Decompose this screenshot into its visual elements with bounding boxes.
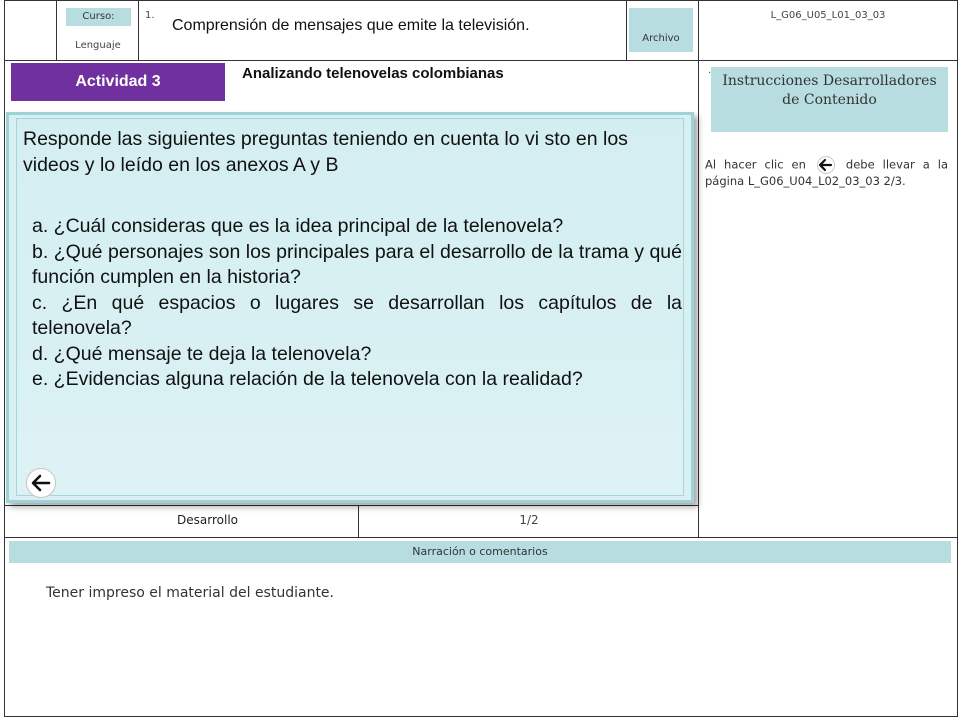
narration-top-line	[4, 537, 958, 538]
instructions-title: Instrucciones Desarrolladores de Contenido	[711, 67, 948, 132]
questions-list	[32, 214, 682, 393]
question-b: b. ¿Qué personajes son los principales para el desarrollo de la trama y qué función cumplen en la historia?	[32, 240, 682, 288]
curso-label: Curso:	[66, 8, 131, 26]
instructions-text-before: Al hacer clic en	[705, 157, 806, 172]
back-arrow-icon	[29, 473, 53, 493]
popup-heading: Responde las siguientes preguntas teniendo en cuenta lo vi sto en los videos y lo leído en los anexos A y B	[23, 128, 628, 176]
questions-popup	[6, 112, 694, 503]
narration-text: Tener impreso el material del estudiante.	[46, 585, 334, 601]
header-bottom-line	[4, 60, 958, 61]
instructions-text	[705, 156, 948, 189]
question-d: d. ¿Qué mensaje te deja la telenovela?	[32, 342, 372, 365]
curso-value: Lenguaje	[75, 40, 121, 51]
header-divider-1	[138, 0, 139, 60]
footer-page-number: 1/2	[519, 513, 539, 527]
header-divider-3	[698, 0, 699, 537]
header-left-divider	[56, 0, 57, 60]
activity-badge: Actividad 3	[11, 63, 225, 101]
activity-subtitle: Analizando telenovelas colombianas	[242, 65, 504, 82]
archivo-label: Archivo	[629, 8, 693, 52]
question-a: a. ¿Cuál consideras que es la idea principal de la telenovela?	[32, 215, 564, 237]
page-title: Comprensión de mensajes que emite la televisión.	[172, 17, 530, 34]
footer-top-line	[4, 505, 699, 506]
back-arrow-button[interactable]	[26, 468, 56, 498]
instructions-dot: ·	[708, 68, 712, 79]
footer-section-label: Desarrollo	[177, 513, 238, 527]
header-divider-2	[626, 0, 627, 60]
page-code: L_G06_U05_L01_03_03	[770, 10, 886, 21]
back-arrow-icon	[814, 156, 838, 174]
lesson-number: 1.	[145, 10, 155, 21]
instructions-text-after: debe llevar a la página L_G06_U04_L02_03_03 2/3.	[705, 157, 948, 188]
question-c: c. ¿En qué espacios o lugares se desarrollan los capítulos de la telenovela?	[32, 291, 682, 339]
question-e: e. ¿Evidencias alguna relación de la telenovela con la realidad?	[32, 368, 583, 390]
narration-label: Narración o comentarios	[9, 541, 951, 563]
